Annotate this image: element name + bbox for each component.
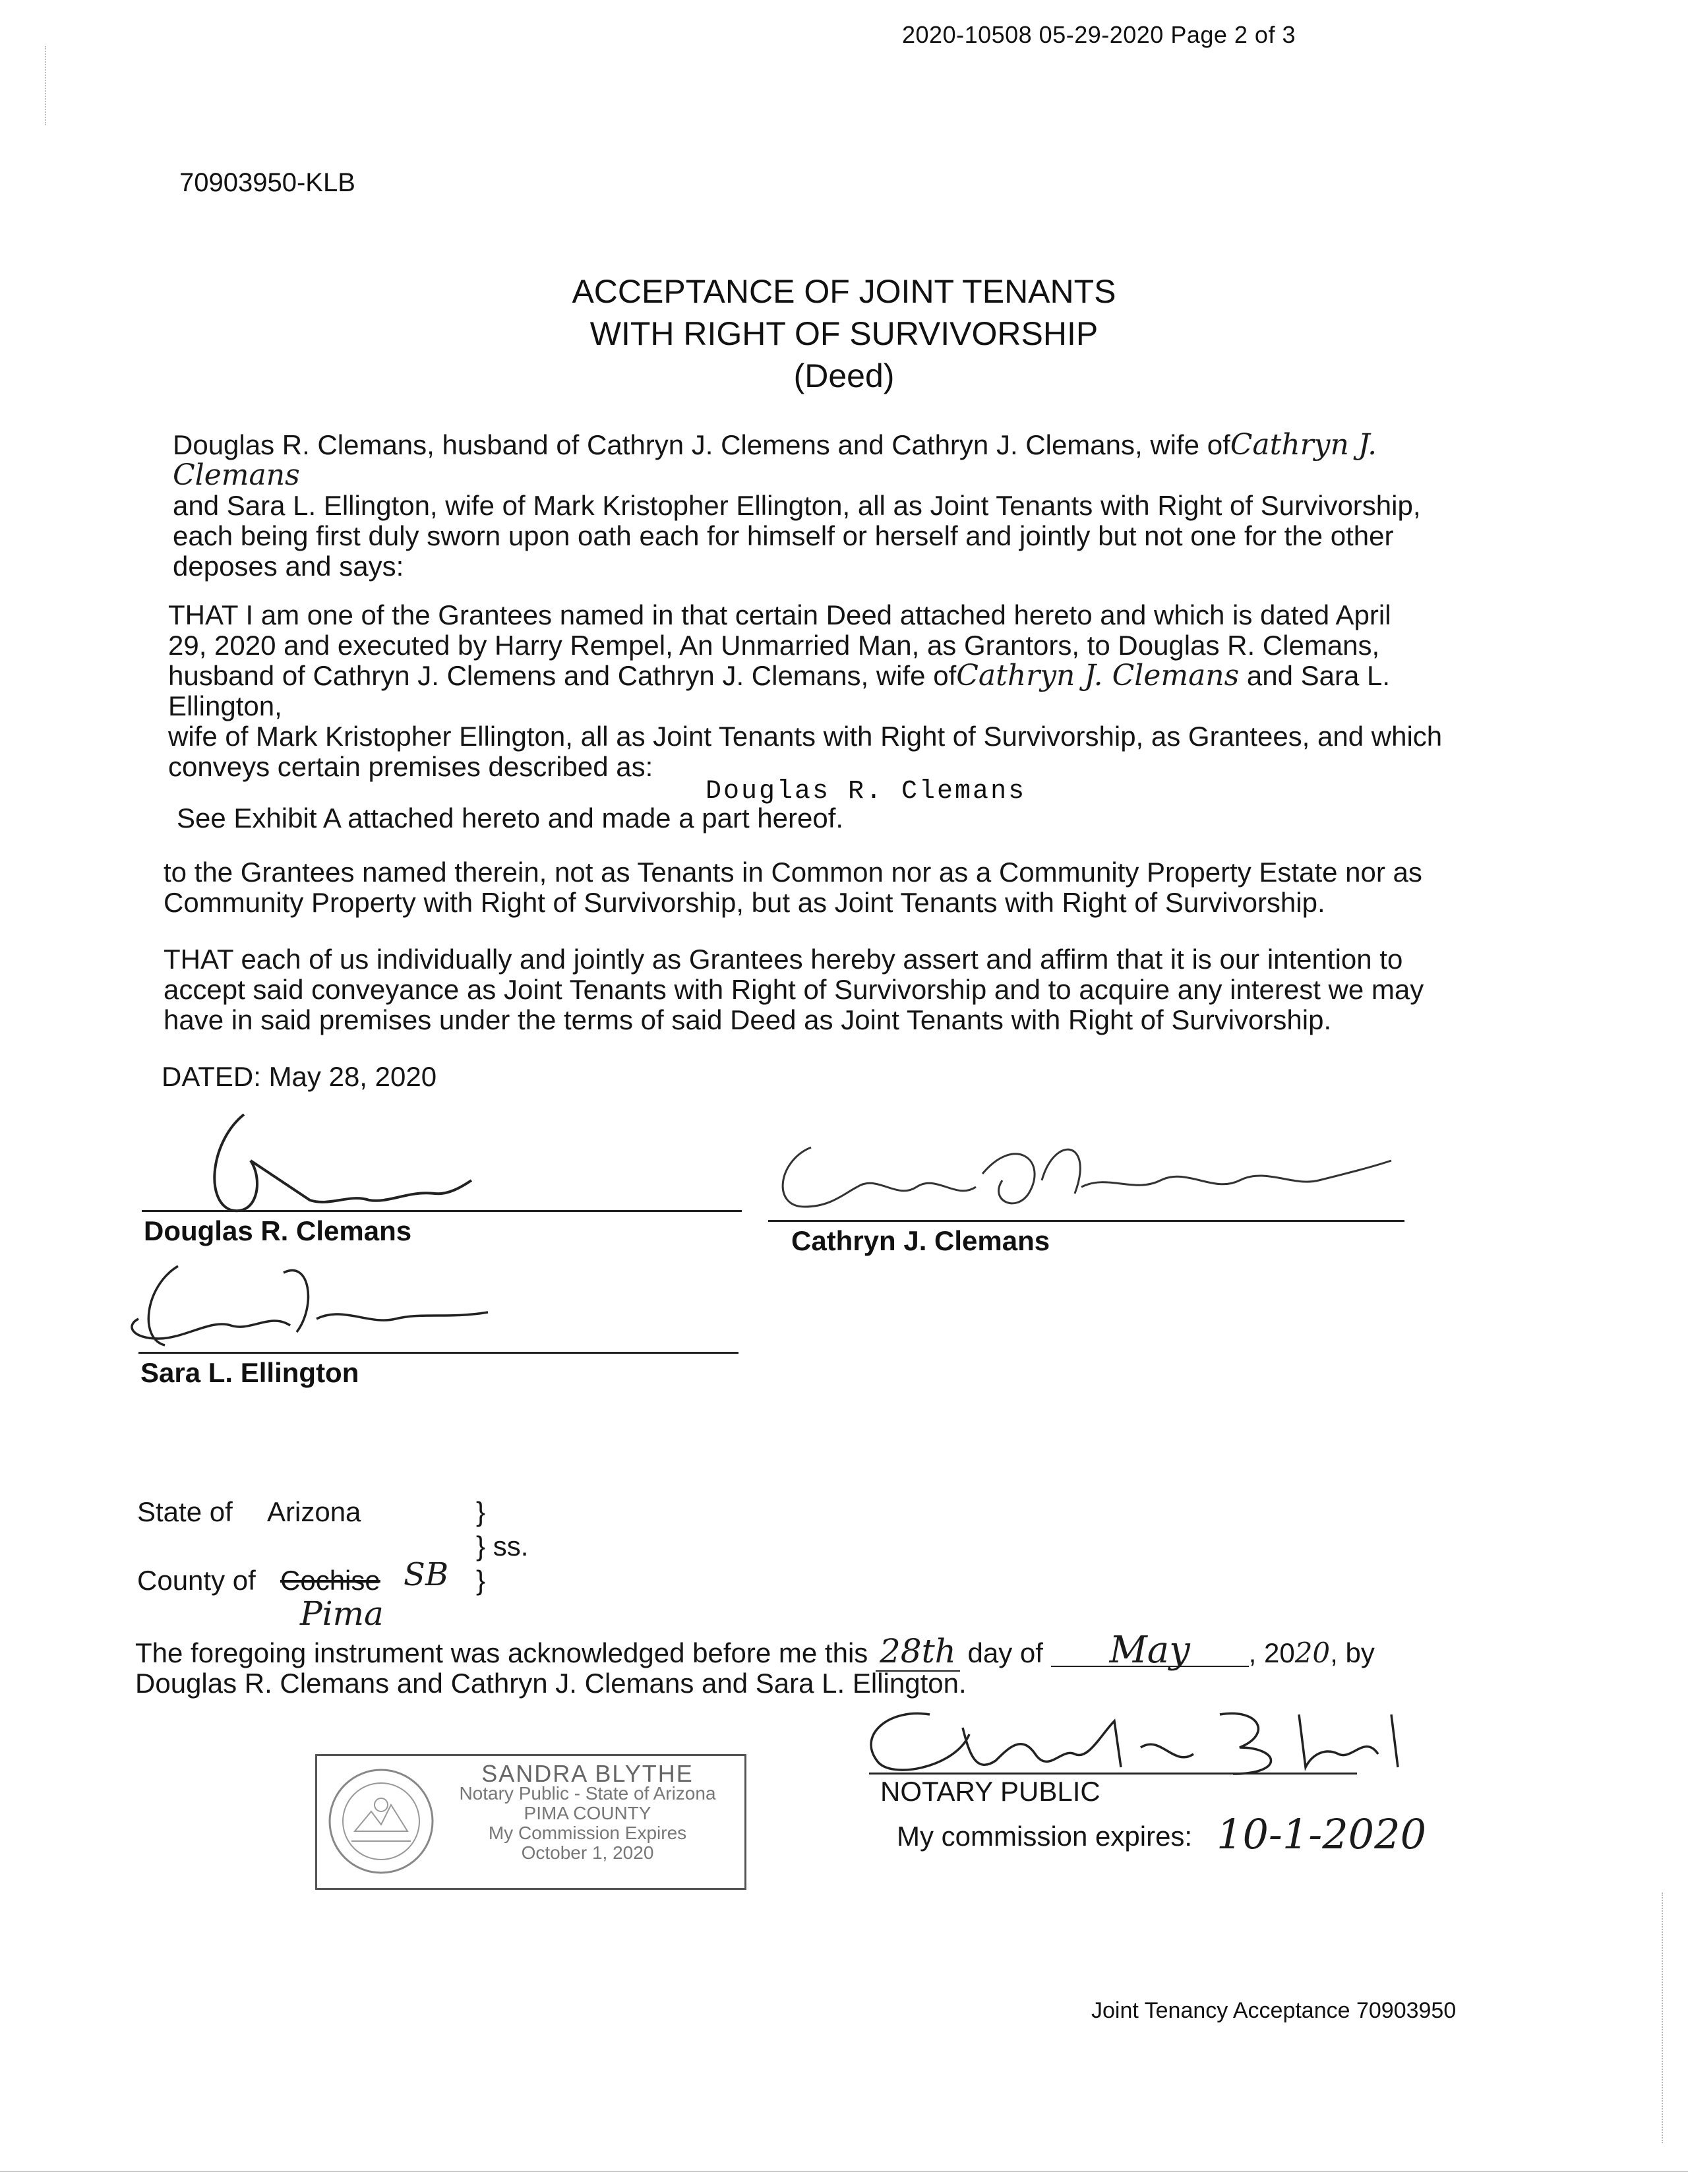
acknowledgment-month: May <box>1051 1635 1249 1667</box>
acknowledgment-line-1 <box>135 1629 1520 1672</box>
signer-name-sara: Sara L. Ellington <box>140 1357 359 1388</box>
para2-line-2: 29, 2020 and executed by Harry Rempel, An Unmarried Man, as Grantors, to Douglas R. Clemans, <box>168 630 1380 661</box>
signature-line-notary <box>869 1773 1357 1774</box>
signature-line-sara <box>138 1352 738 1354</box>
recording-header: 2020-10508 05-29-2020 Page 2 of 3 <box>902 21 1296 48</box>
para2-line-3-tail: and Sara L. Ellington, <box>168 660 1391 721</box>
typed-name: Douglas R. Clemans <box>706 777 1027 806</box>
stamp-line-1: Notary Public - State of Arizona <box>459 1783 716 1804</box>
acknowledgment-year-prefix: , 20 <box>1248 1637 1295 1668</box>
arizona-seal-icon <box>325 1765 437 1877</box>
county-struck-value: Cochise <box>280 1565 380 1596</box>
title-line-2: WITH RIGHT OF SURVIVORSHIP <box>589 315 1099 352</box>
margin-scan-mark <box>1662 1893 1663 2143</box>
acknowledgment-line-2: Douglas R. Clemans and Cathryn J. Clemans and Sara L. Ellington. <box>135 1668 967 1699</box>
margin-scan-mark <box>45 46 46 125</box>
acknowledgment-prefix: The foregoing instrument was acknowledged before me this <box>135 1637 868 1668</box>
stamp-line-4: October 1, 2020 <box>521 1842 654 1863</box>
para3-line-2: Community Property with Right of Survivorship, but as Joint Tenants with Right of Survivorship. <box>164 887 1325 918</box>
douglas-signature <box>132 1101 475 1220</box>
para4-line-2: accept said conveyance as Joint Tenants with Right of Survivorship and to acquire any interest we may <box>164 974 1424 1005</box>
document-title <box>415 270 1273 397</box>
signer-name-douglas: Douglas R. Clemans <box>144 1215 412 1246</box>
state-value: Arizona <box>267 1496 361 1527</box>
signature-line-douglas <box>142 1210 742 1212</box>
acknowledgment-day: 28th <box>876 1632 960 1672</box>
exhibit-reference: See Exhibit A attached hereto and made a part hereof. <box>177 803 844 834</box>
handwritten-name-insert: Cathryn J. Clemans <box>956 659 1240 692</box>
county-initials: SB <box>404 1556 449 1593</box>
stamp-notary-name: SANDRA BLYTHE <box>481 1760 694 1787</box>
commission-date: 10-1-2020 <box>1217 1810 1427 1858</box>
county-handwritten: Pima <box>300 1594 384 1633</box>
handwritten-name-insert: Cathryn J. Clemans <box>173 428 1377 492</box>
para1-line-2: and Sara L. Ellington, wife of Mark Kristopher Ellington, all as Joint Tenants with Right of Survivorship, <box>173 490 1421 521</box>
page-footer: Joint Tenancy Acceptance 70903950 <box>1091 1998 1457 2023</box>
stamp-line-2: PIMA COUNTY <box>524 1803 651 1823</box>
acknowledgment-year: 20 <box>1294 1637 1331 1669</box>
grantees-paragraph <box>173 430 1505 582</box>
para1-line-3: each being first duly sworn upon oath each for himself or herself and jointly but not one for the other <box>173 520 1394 551</box>
para1-line-1: Douglas R. Clemans, husband of Cathryn J. Clemens and Cathryn J. Clemans, wife of <box>173 429 1230 460</box>
state-label: State of <box>137 1496 233 1527</box>
para2-line-4: wife of Mark Kristopher Ellington, all as Joint Tenants with Right of Survivorship, as Grantees, and which <box>168 721 1443 752</box>
venue-ss: } ss. <box>476 1531 529 1562</box>
commission-expires-label: My commission expires: <box>897 1821 1193 1852</box>
para4-line-1: THAT each of us individually and jointly as Grantees hereby assert and affirm that it is our intention to <box>164 944 1403 975</box>
page-bottom-edge <box>0 2171 1688 2172</box>
venue-brace-top: } <box>476 1496 486 1527</box>
notary-stamp <box>315 1754 746 1890</box>
title-line-3: (Deed) <box>793 357 895 394</box>
intention-paragraph <box>164 944 1509 1035</box>
signature-line-cathryn <box>768 1220 1404 1222</box>
dated-line: DATED: May 28, 2020 <box>162 1061 437 1092</box>
para4-line-3: have in said premises under the terms of said Deed as Joint Tenants with Right of Survivorship. <box>164 1004 1332 1035</box>
acknowledgment-by: , by <box>1330 1637 1375 1668</box>
venue-brace-bottom: } <box>476 1565 486 1596</box>
para2-line-3: husband of Cathryn J. Clemens and Cathryn J. Clemans, wife of <box>168 660 957 691</box>
acknowledgment-day-label: day of <box>967 1637 1043 1668</box>
title-line-1: ACCEPTANCE OF JOINT TENANTS <box>572 273 1116 310</box>
stamp-line-3: My Commission Expires <box>488 1823 687 1843</box>
notary-public-label: NOTARY PUBLIC <box>880 1776 1100 1807</box>
tenancy-paragraph <box>164 857 1509 918</box>
order-number: 70903950-KLB <box>179 168 355 197</box>
signer-name-cathryn: Cathryn J. Clemans <box>791 1225 1050 1256</box>
para2-line-1: THAT I am one of the Grantees named in that certain Deed attached hereto and which is dated April <box>168 599 1391 630</box>
sara-signature <box>119 1246 501 1358</box>
deed-paragraph <box>168 600 1507 782</box>
para3-line-1: to the Grantees named therein, not as Tenants in Common nor as a Community Property Estate nor as <box>164 857 1422 888</box>
para1-line-4: deposes and says: <box>173 551 404 582</box>
county-label: County of <box>137 1565 256 1596</box>
para2-line-5: conveys certain premises described as: <box>168 751 653 782</box>
cathryn-signature <box>765 1121 1398 1220</box>
